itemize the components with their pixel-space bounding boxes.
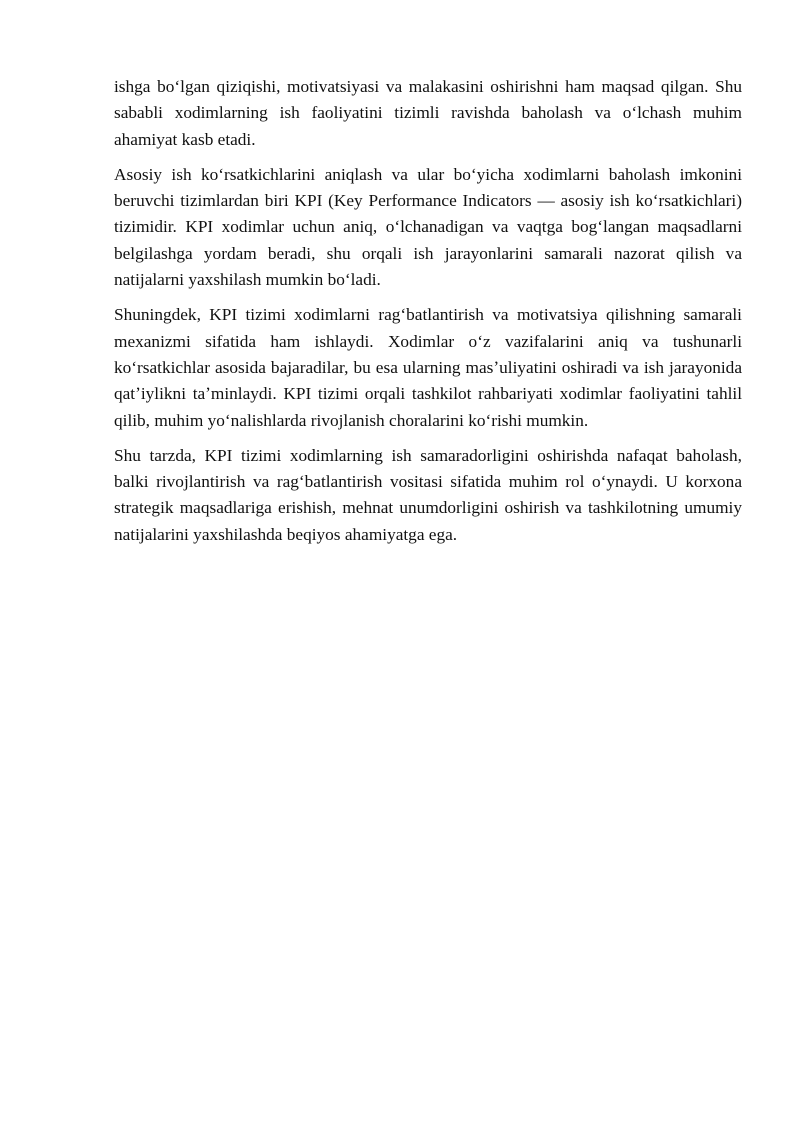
body-text [114, 74, 742, 557]
paragraph-3: Shuningdek, KPI tizimi xodimlarni ragʻbatlantirish va motivatsiya qilishning samarali mexanizmi sifatida ham ishlaydi. Xodimlar oʻz vazifalarini aniq va tushunarli koʻrsatkichlar asosida bajaradilar, bu esa ularning masʼuliyatini oshiradi va ish jarayonida qatʼiylikni taʼminlaydi. KPI tizimi orqali tashkilot rahbariyati xodimlar faoliyatini tahlil qilib, muhim yoʻnalishlarda rivojlanish choralarini koʻrishi mumkin. [114, 305, 742, 430]
paragraph-2: Asosiy ish koʻrsatkichlarini aniqlash va ular boʻyicha xodimlarni baholash imkonini beruvchi tizimlardan biri KPI (Key Performance Indicators — asosiy ish koʻrsatkichlari) tizimidir. KPI xodimlar uchun aniq, oʻlchanadigan va vaqtga bogʻlangan maqsadlarni belgilashga yordam beradi, shu orqali ish jarayonlarini samarali nazorat qilish va natijalarni yaxshilash mumkin boʻladi. [114, 164, 742, 290]
paragraph-1: ishga boʻlgan qiziqishi, motivatsiyasi va malakasini oshirishni ham maqsad qilgan. Shu sababli xodimlarning ish faoliyatini tizimli ravishda baholash va oʻlchash muhim ahamiyat kasb etadi. [114, 77, 742, 149]
paragraph-4: Shu tarzda, KPI tizimi xodimlarning ish samaradorligini oshirishda nafaqat baholash, balki rivojlantirish va ragʻbatlantirish vositasi sifatida muhim rol oʻynaydi. U korxona strategik maqsadlariga erishish, mehnat unumdorligini oshirish va tashkilotning umumiy natijalarini yaxshilashda beqiyos ahamiyatga ega. [114, 445, 742, 544]
